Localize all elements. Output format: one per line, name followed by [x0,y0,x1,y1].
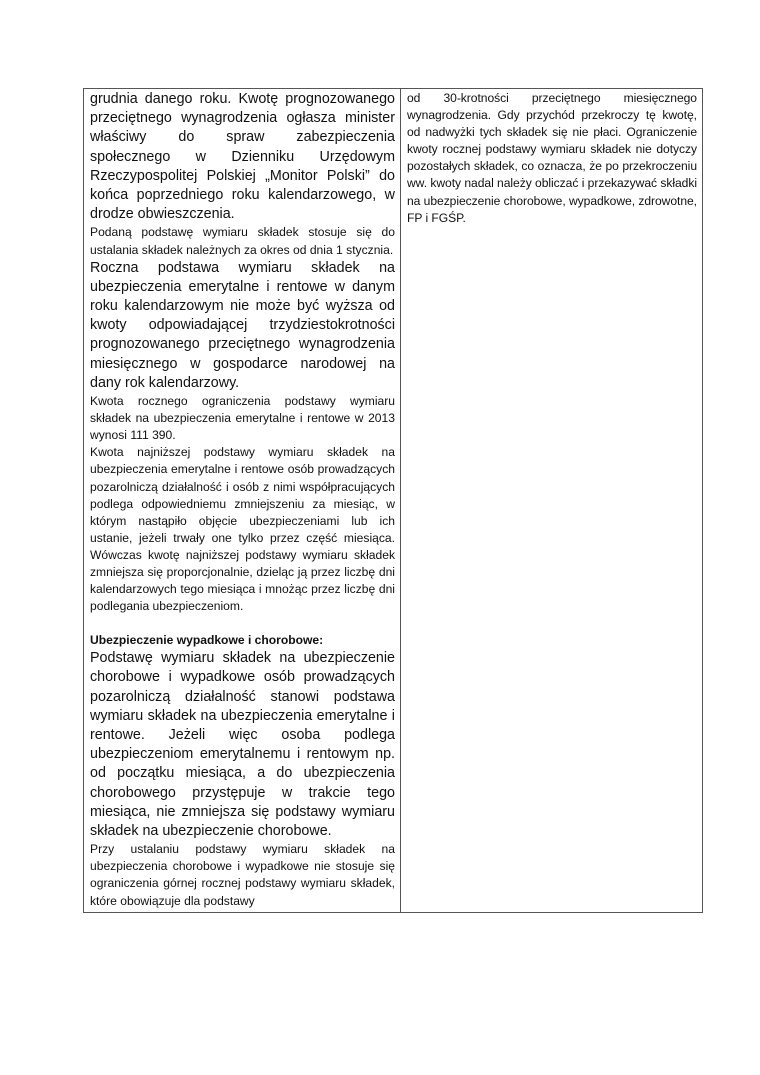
section-heading: Ubezpieczenie wypadkowe i chorobowe: [90,633,324,648]
spacer [90,615,395,632]
paragraph: od 30-krotności przeciętnego miesięcznego wynagrodzenia. Gdy przychód przekroczy tę kwotę, od nadwyżki tych składek się nie płaci. Ograniczenie kwoty rocznej podstawy wymiaru składek nie dotyczy pozostałych składek, co oznacza, że po przekroczeniu ww. kwoty nadal należy obliczać i przekazywać składki na ubezpieczenie chorobowe, wypadkowe, zdrowotne, FP i FGŚP. [407,91,697,225]
paragraph: Podstawę wymiaru składek na ubezpieczenie chorobowe i wypadkowe osób prowadzących pozarolniczą działalność stanowi podstawa wymiaru składek na ubezpieczenia emerytalne i rentowe. Jeżeli więc osoba podlega ubezpieczeniom emerytalnemu i rentowym np. od początku miesiąca, a do ubezpieczenia chorobowego przystępuje w trakcie tego miesiąca, nie zmniejsza się podstawy wymiaru składek na ubezpieczenie chorobowe. [90,650,395,840]
right-column-cell [401,89,703,913]
paragraph: Kwota najniższej podstawy wymiaru składek na ubezpieczenia emerytalne i rentowe osób prowadzących pozarolniczą działalność i osób z nimi współpracujących podlega odpowiedniemu zmniejszeniu za miesiąc, w którym nastąpiło objęcie ubezpieczeniami lub ich ustanie, jeżeli trwały one tylko przez część miesiąca. Wówczas kwotę najniższej podstawy wymiaru składek zmniejsza się proporcjonalnie, dzieląc ją przez liczbę dni kalendarzowych tego miesiąca i mnożąc przez liczbę dni podlegania ubezpieczeniom. [90,445,395,614]
content-table [83,88,703,913]
paragraph: Przy ustalaniu podstawy wymiaru składek na ubezpieczenia chorobowe i wypadkowe nie stosuje się ograniczenia górnej rocznej podstawy wymiaru składek, które obowiązuje dla podstawy [90,842,395,908]
paragraph: Roczna podstawa wymiaru składek na ubezpieczenia emerytalne i rentowe w danym roku kalendarzowym nie może być wyższa od kwoty odpowiadającej trzydziestokrotności prognozowanego przeciętnego wynagrodzenia miesięcznego w gospodarce narodowej na dany rok kalendarzowy. [90,259,395,391]
left-column-cell [84,89,401,913]
paragraph: Kwota rocznego ograniczenia podstawy wymiaru składek na ubezpieczenia emerytalne i rentowe w 2013 wynosi 111 390. [90,394,395,443]
paragraph: grudnia danego roku. Kwotę prognozowanego przeciętnego wynagrodzenia ogłasza minister właściwy do spraw zabezpieczenia społecznego w Dzienniku Urzędowym Rzeczypospolitej Polskiej „Monitor Polski” do końca poprzedniego roku kalendarzowego, w drodze obwieszczenia. [90,91,395,223]
table-row [84,89,703,913]
paragraph: Podaną podstawę wymiaru składek stosuje się do ustalania składek należnych za okres od dnia 1 stycznia. [90,225,395,257]
